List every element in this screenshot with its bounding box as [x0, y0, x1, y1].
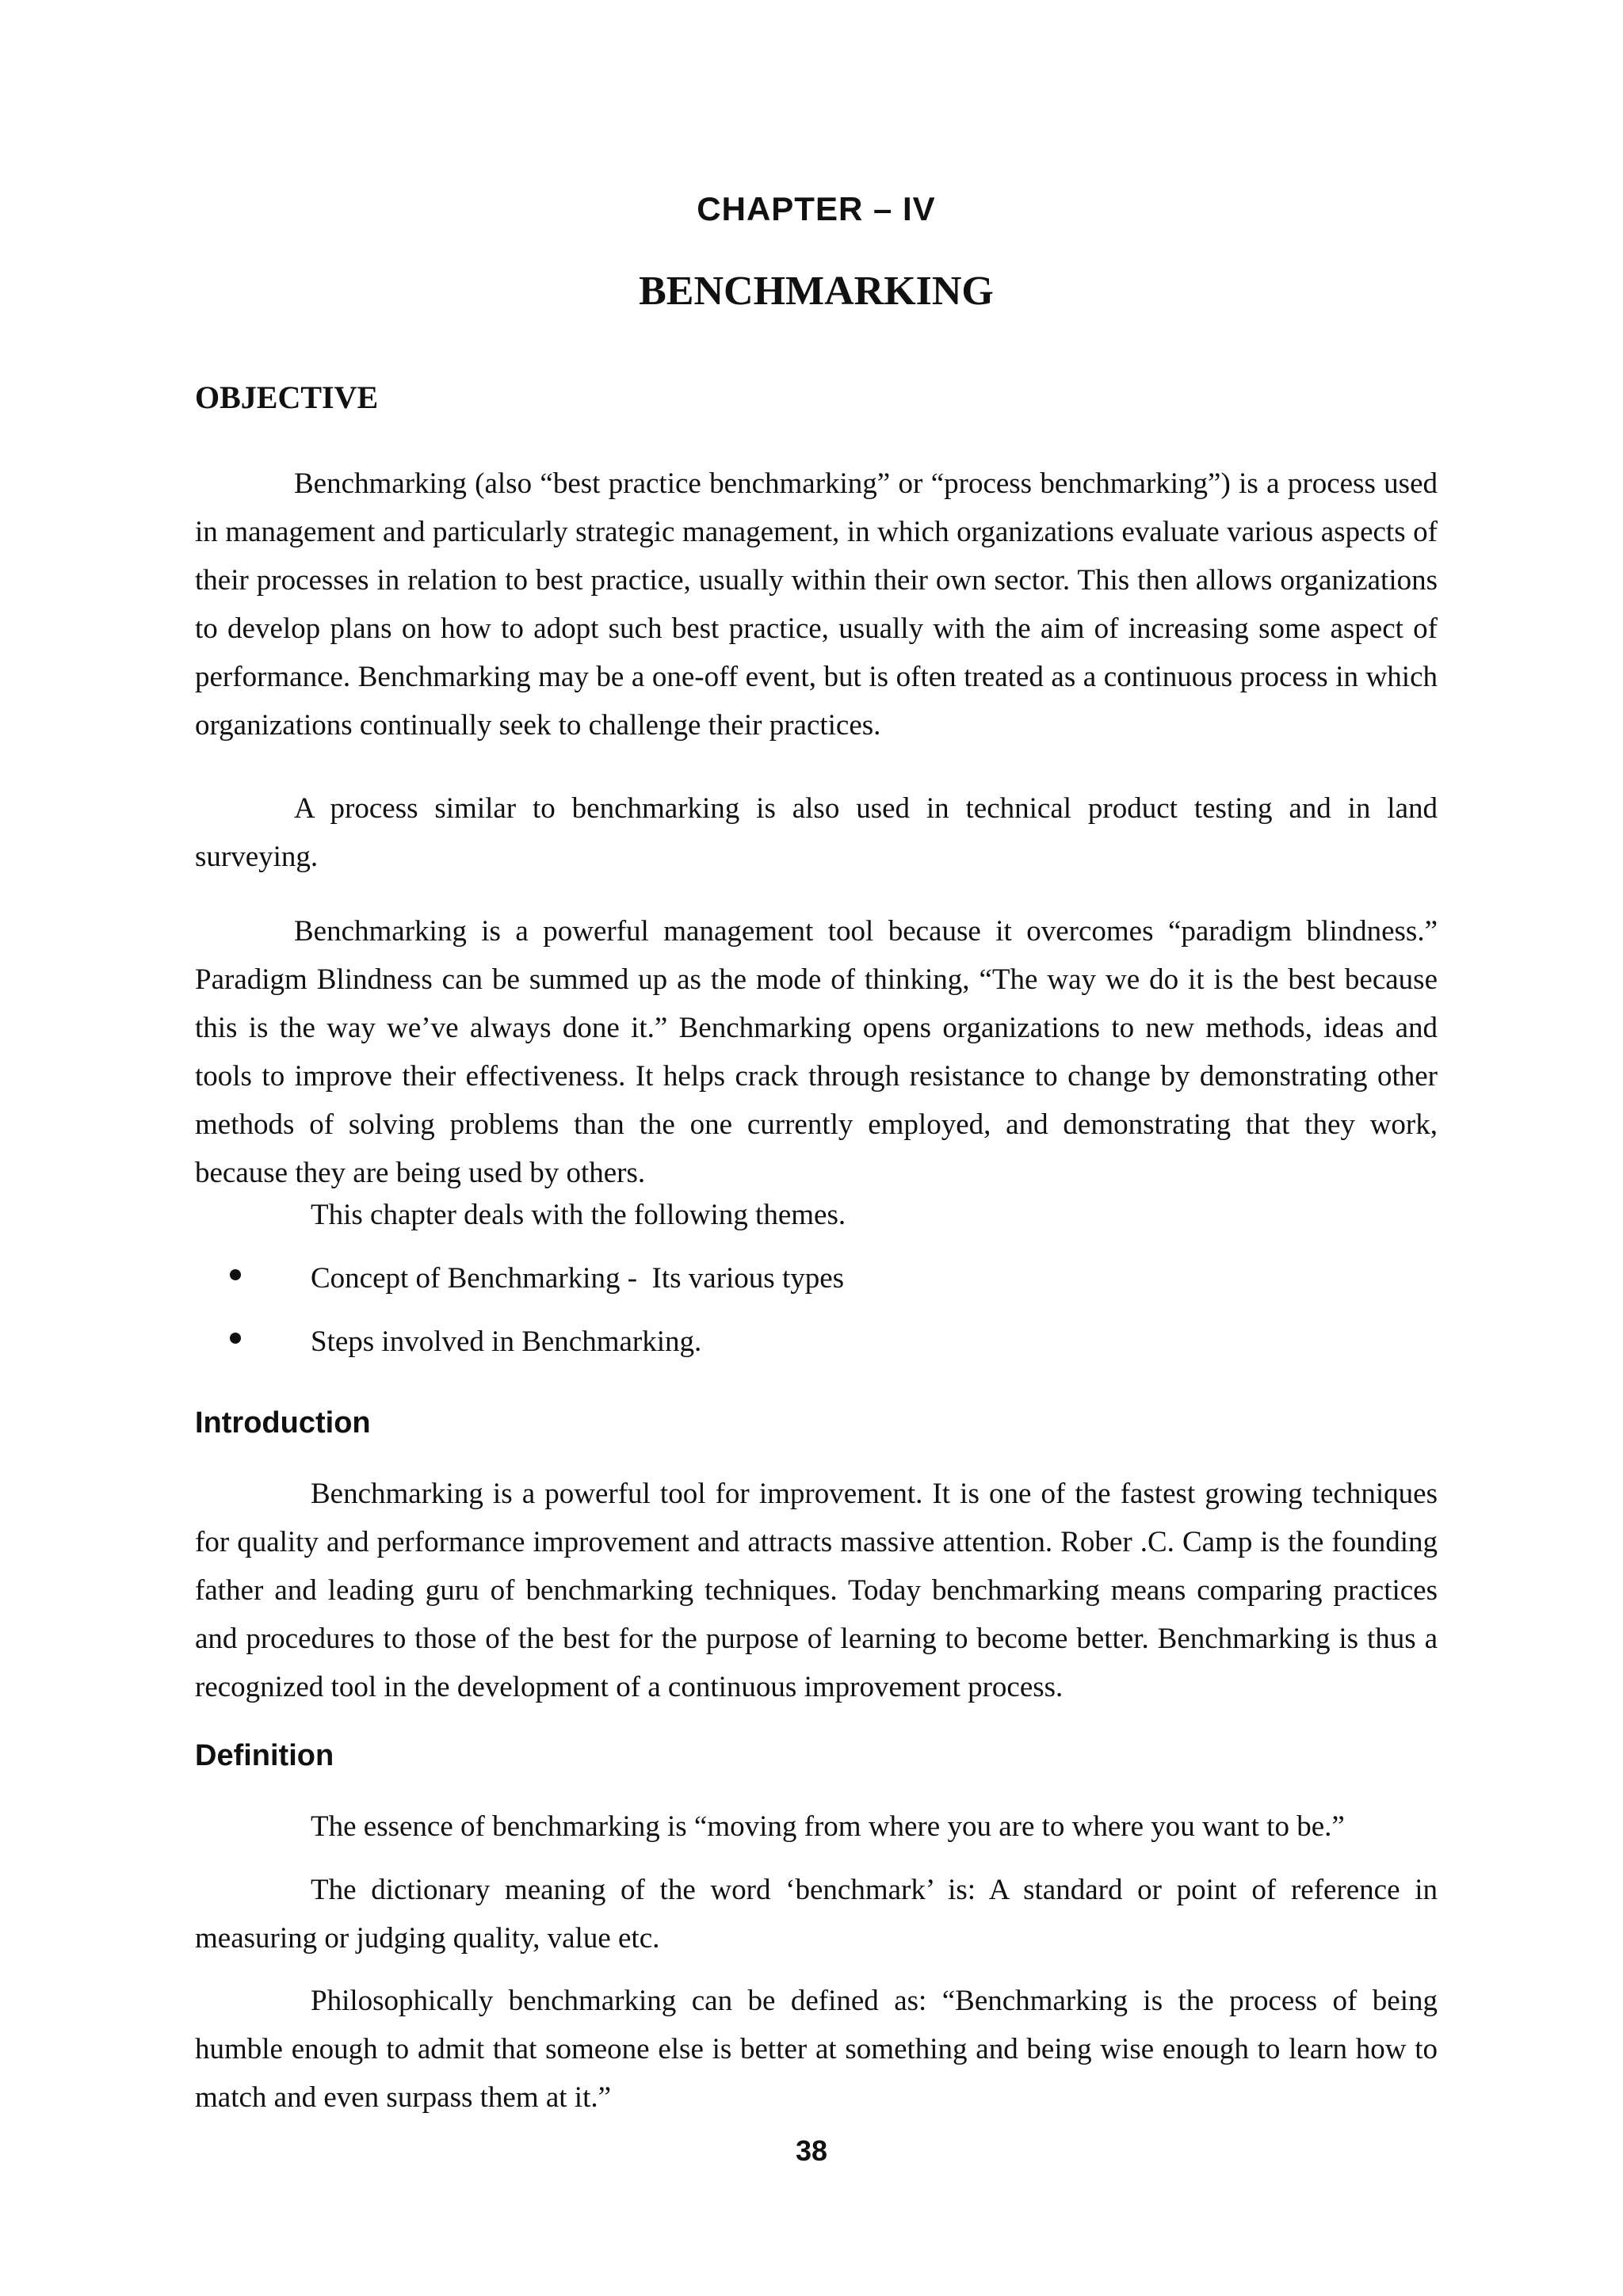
page-number: 38 [795, 2134, 828, 2167]
bullet-icon [230, 1333, 241, 1344]
definition-paragraph-2: The dictionary meaning of the word ‘benchmark’ is: A standard or point of reference in measuring or judging quality, value etc. [195, 1874, 1438, 1955]
objective-heading: OBJECTIVE [195, 379, 379, 415]
list-item [195, 1325, 1438, 1388]
definition-paragraph-3: Philosophically benchmarking can be defined as: “Benchmarking is the process of being humble enough to admit that someone else is better at something and being wise enough to learn how to match and even surpass them at it.” [195, 1985, 1438, 2114]
themes-list [195, 1261, 1438, 1388]
objective-paragraph-3: Benchmarking is a powerful management tool because it overcomes “paradigm blindness.” Paradigm Blindness can be summed up as the mode of thinking, “The way we do it is the best because this is the way we’ve always done it.” Benchmarking opens organizations to new methods, ideas and tools to improve their effectiveness. It helps crack through resistance to change by demonstrating other methods of solving problems than the one currently employed, and demonstrating that they work, because they are being used by others. [195, 915, 1438, 1189]
objective-paragraph-2: A process similar to benchmarking is also used in technical product testing and in land surveying. [195, 792, 1438, 873]
themes-intro: This chapter deals with the following themes. [311, 1199, 846, 1231]
introduction-heading: Introduction [195, 1406, 371, 1440]
chapter-title: BENCHMARKING [639, 269, 994, 314]
definition-paragraph-1: The essence of benchmarking is “moving from where you are to where you want to be.” [311, 1810, 1345, 1843]
chapter-label: CHAPTER – IV [697, 190, 936, 227]
bullet-icon [230, 1269, 241, 1280]
list-item-text: Concept of Benchmarking - Its various types [311, 1262, 845, 1295]
list-item [195, 1261, 1438, 1325]
objective-paragraph-1: Benchmarking (also “best practice benchmarking” or “process benchmarking”) is a process used in management and particularly strategic management, in which organizations evaluate various aspects of their processes in relation to best practice, usually within their own sector. This then allows organizations to develop plans on how to adopt such best practice, usually with the aim of increasing some aspect of performance. Benchmarking may be a one-off event, but is often treated as a continuous process in which organizations continually seek to challenge their practices. [195, 467, 1438, 742]
introduction-paragraph: Benchmarking is a powerful tool for improvement. It is one of the fastest growing techniques for quality and performance improvement and attracts massive attention. Rober .C. Camp is the founding father and leading guru of benchmarking techniques. Today benchmarking means comparing practices and procedures to those of the best for the purpose of learning to become better. Benchmarking is thus a recognized tool in the development of a continuous improvement process. [195, 1478, 1438, 1703]
list-item-text: Steps involved in Benchmarking. [311, 1325, 702, 1358]
definition-heading: Definition [195, 1739, 334, 1772]
